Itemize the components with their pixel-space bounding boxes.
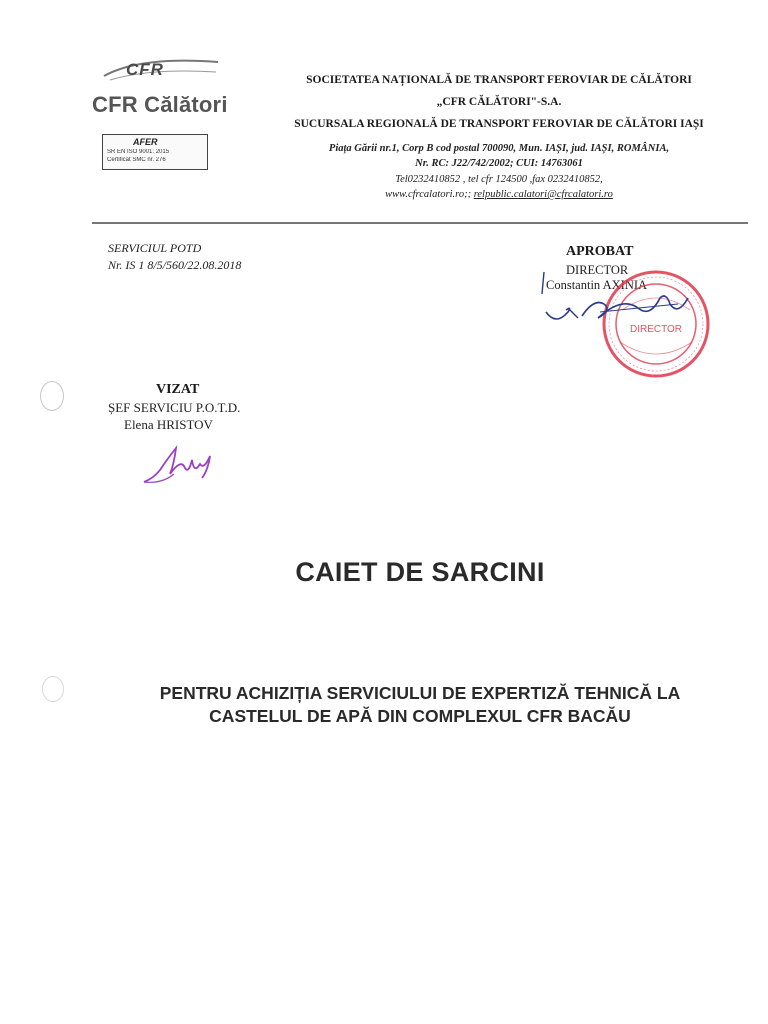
brand-name: CFR Călători <box>92 92 228 117</box>
director-signature <box>538 268 698 338</box>
cfr-mark-text: CFR <box>126 60 164 79</box>
web-line <box>262 189 736 200</box>
document-reference <box>108 240 241 274</box>
company-name: SOCIETATEA NAȚIONALĂ DE TRANSPORT FEROVIAR DE CĂLĂTORI <box>306 74 692 86</box>
punch-hole-bottom <box>42 676 64 702</box>
afer-line-2: Certificat SMC nr. 276 <box>107 157 166 163</box>
approval-role: DIRECTOR <box>566 263 629 277</box>
address-line: Piața Gării nr.1, Corp B cod postal 700090, Mun. IAȘI, jud. IAȘI, ROMÂNIA, <box>328 143 670 154</box>
visa-label: VIZAT <box>156 382 200 397</box>
branch-name: SUCURSALA REGIONALĂ DE TRANSPORT FEROVIAR DE CĂLĂTORI IAȘI <box>294 118 704 130</box>
registration-line: Nr. RC: J22/742/2002; CUI: 14763061 <box>415 158 583 169</box>
document-subtitle-line-1: PENTRU ACHIZIȚIA SERVICIULUI DE EXPERTIZĂ TEHNICĂ LA <box>159 683 681 703</box>
document-title: CAIET DE SARCINI <box>295 557 545 587</box>
approval-label: APROBAT <box>566 244 634 259</box>
afer-certification-badge <box>102 134 208 170</box>
afer-line-1: SR EN ISO 9001: 2015 <box>107 149 170 155</box>
afer-title: AFER <box>133 137 158 147</box>
contact-line: Tel0232410852 , tel cfr 124500 ,fax 0232410852, <box>395 174 603 185</box>
stamp-label: DIRECTOR <box>629 324 683 335</box>
service-name: SERVICIUL POTD <box>108 241 202 255</box>
service-head-signature <box>140 440 230 490</box>
company-logo <box>92 58 242 178</box>
registration-number: Nr. IS 1 8/5/560/22.08.2018 <box>108 258 242 272</box>
email-link[interactable]: relpublic.calatori@cfrcalatori.ro <box>473 189 613 200</box>
website-link[interactable]: www.cfrcalatori.ro;; <box>385 189 472 200</box>
company-short-name: „CFR CĂLĂTORI"-S.A. <box>436 96 562 108</box>
visa-name: Elena HRISTOV <box>124 417 213 432</box>
punch-hole-top <box>40 381 64 411</box>
cfr-mark-logo <box>100 58 220 84</box>
header-divider <box>92 222 748 224</box>
document-subtitle-line-2: CASTELUL DE APĂ DIN COMPLEXUL CFR BACĂU <box>209 706 631 726</box>
visa-role: ȘEF SERVICIU P.O.T.D. <box>108 400 241 415</box>
approval-name: Constantin AXINIA <box>546 278 648 292</box>
